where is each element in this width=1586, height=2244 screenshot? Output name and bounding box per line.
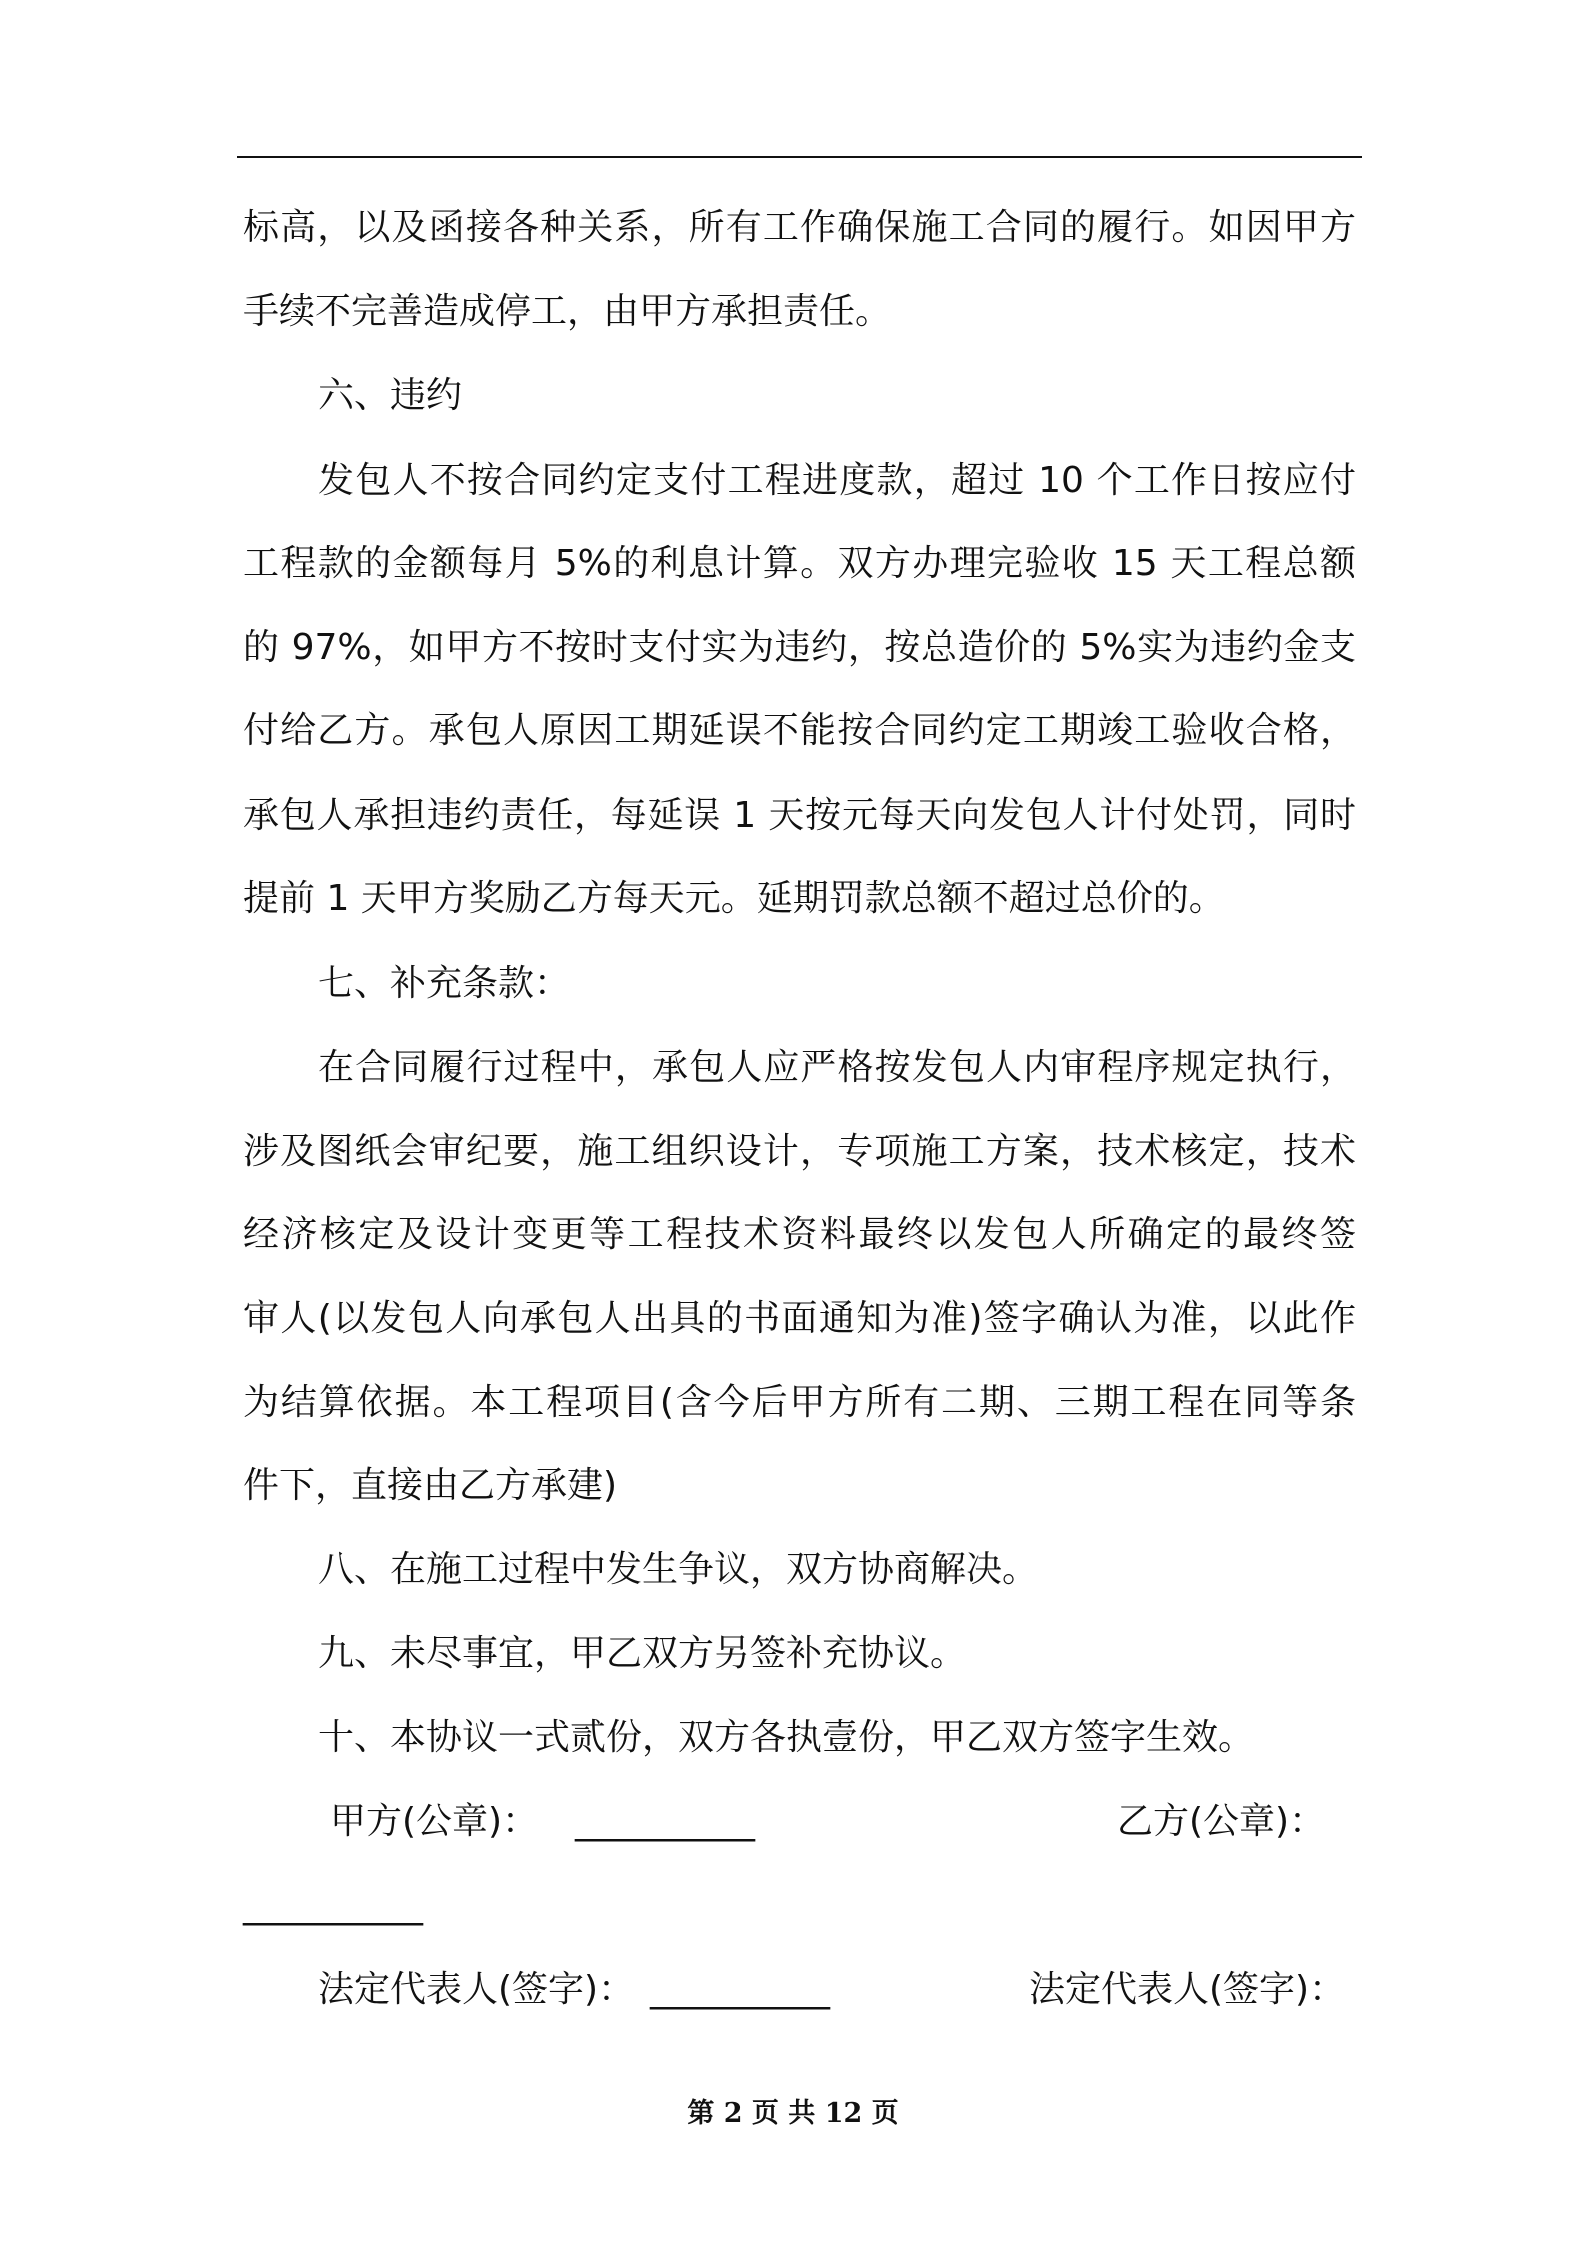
paragraph-line: 件下，直接由乙方承建) xyxy=(243,1465,618,1506)
party-a-seal-blank: __________ xyxy=(575,1801,755,1842)
paragraph-line: 涉及图纸会审纪要，施工组织设计，专项施工方案，技术核定，技术 xyxy=(243,1131,1356,1172)
paragraph-line: 在合同履行过程中，承包人应严格按发包人内审程序规定执行， xyxy=(318,1047,1356,1088)
header-rule xyxy=(237,156,1362,158)
paragraph-line: 发包人不按合同约定支付工程进度款，超过 10 个工作日按应付 xyxy=(318,460,1356,501)
paragraph-line: 承包人承担违约责任，每延误 1 天按元每天向发包人计付处罚，同时 xyxy=(243,795,1356,836)
paragraph-line: 付给乙方。承包人原因工期延误不能按合同约定工期竣工验收合格， xyxy=(243,710,1356,751)
party-b-seal-blank: __________ xyxy=(243,1885,423,1926)
section-heading-supplementary: 七、补充条款： xyxy=(318,963,571,1004)
paragraph-line: 审人(以发包人向承包人出具的书面通知为准)签字确认为准，以此作 xyxy=(243,1298,1356,1339)
party-a-rep-blank: __________ xyxy=(650,1969,830,2010)
paragraph-line: 提前 1 天甲方奖励乙方每天元。延期罚款总额不超过总价的。 xyxy=(243,878,1225,919)
paragraph-line: 手续不完善造成停工，由甲方承担责任。 xyxy=(243,291,892,332)
paragraph-line: 的 97%，如甲方不按时支付实为违约，按总造价的 5%实为违约金支 xyxy=(243,627,1356,668)
paragraph-line: 标高，以及函接各种关系，所有工作确保施工合同的履行。如因甲方 xyxy=(243,207,1356,248)
party-b-seal-label: 乙方(公章)： xyxy=(1117,1801,1326,1842)
clause-supplement: 九、未尽事宜，甲乙双方另签补充协议。 xyxy=(318,1633,967,1674)
page-indicator: 第 2 页 共 12 页 xyxy=(687,2098,899,2129)
party-b-rep-label: 法定代表人(签字)： xyxy=(1029,1969,1346,2010)
paragraph-line: 为结算依据。本工程项目(含今后甲方所有二期、三期工程在同等条 xyxy=(243,1382,1356,1423)
paragraph-line: 经济核定及设计变更等工程技术资料最终以发包人所确定的最终签 xyxy=(243,1214,1356,1255)
clause-dispute: 八、在施工过程中发生争议，双方协商解决。 xyxy=(318,1549,1039,1590)
section-heading-breach: 六、违约 xyxy=(318,375,463,416)
party-a-rep-label: 法定代表人(签字)： xyxy=(318,1969,635,2010)
clause-copies: 十、本协议一式贰份，双方各执壹份，甲乙双方签字生效。 xyxy=(318,1717,1255,1758)
party-a-seal-label: 甲方(公章)： xyxy=(330,1801,539,1842)
paragraph-line: 工程款的金额每月 5%的利息计算。双方办理完验收 15 天工程总额 xyxy=(243,543,1356,584)
